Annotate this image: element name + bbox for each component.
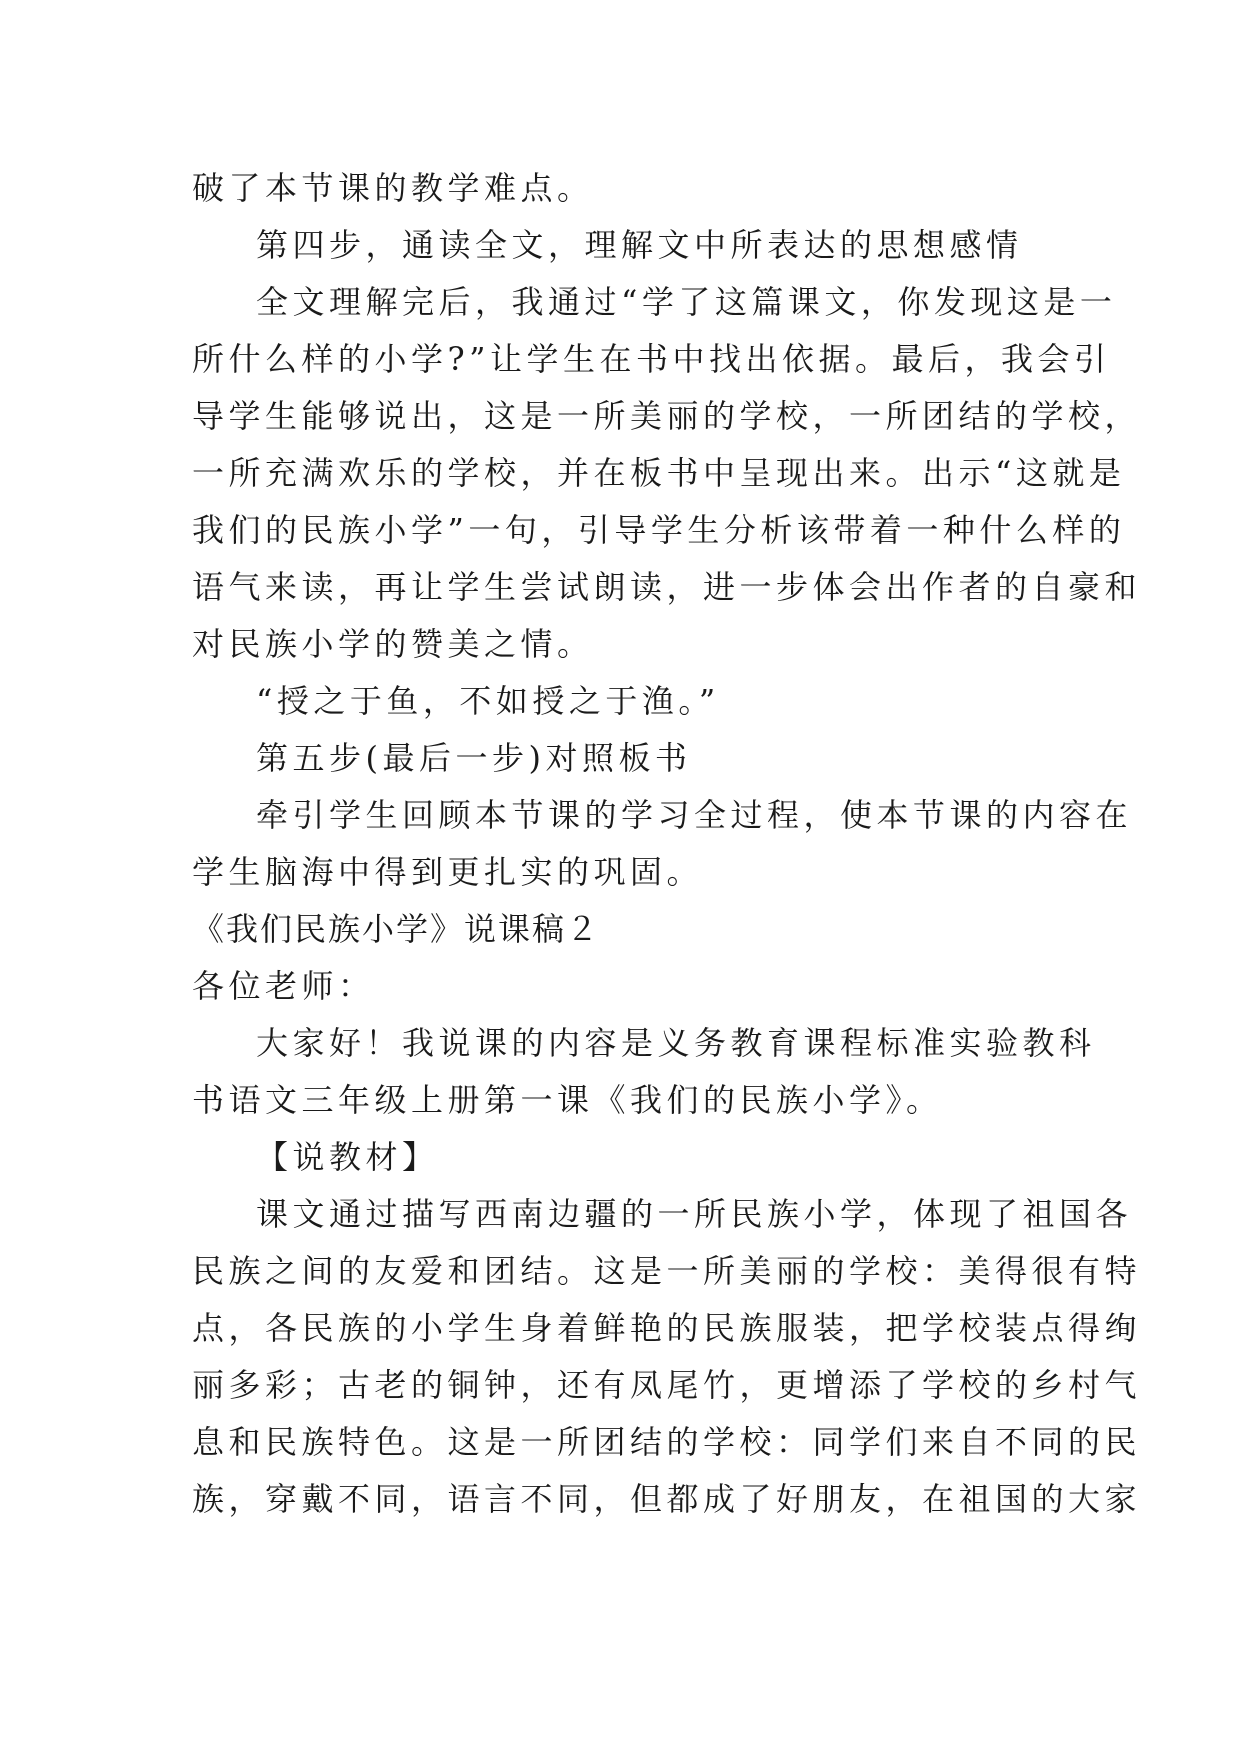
paragraph-line: 学生脑海中得到更扎实的巩固。 [192,853,704,891]
paragraph-line: 牵引学生回顾本节课的学习全过程，使本节课的内容在 [256,796,1133,834]
paragraph-line: 语气来读，再让学生尝试朗读，进一步体会出作者的自豪和 [192,568,1142,606]
paragraph-line: 民族之间的友爱和团结。这是一所美丽的学校：美得很有特 [192,1252,1142,1290]
paragraph-line: 我们的民族小学”一句，引导学生分析该带着一种什么样的 [192,511,1126,549]
paragraph-line: 导学生能够说出，这是一所美丽的学校，一所团结的学校， [192,397,1142,435]
paragraph-line: 一所充满欢乐的学校，并在板书中呈现出来。出示“这就是 [192,454,1126,492]
paragraph-line: 所什么样的小学?”让学生在书中找出依据。最后，我会引 [192,340,1111,378]
step-heading: 第五步(最后一步)对照板书 [256,739,692,777]
step-heading: 第四步，通读全文，理解文中所表达的思想感情 [256,226,1023,264]
document-body [192,160,1142,1528]
subsection-heading: 【说教材】 [256,1138,439,1176]
paragraph-line: 息和民族特色。这是一所团结的学校：同学们来自不同的民 [192,1423,1142,1461]
section-title: 《我们民族小学》说课稿２ [192,910,601,948]
salutation: 各位老师： [192,967,375,1005]
paragraph-line: 对民族小学的赞美之情。 [192,625,594,663]
paragraph-line: 全文理解完后，我通过“学了这篇课文，你发现这是一 [256,283,1117,321]
paragraph-line: 课文通过描写西南边疆的一所民族小学，体现了祖国各 [256,1195,1133,1233]
paragraph-line: 大家好！我说课的内容是义务教育课程标准实验教科 [256,1024,1096,1062]
paragraph-line: 点，各民族的小学生身着鲜艳的民族服装，把学校装点得绚 [192,1309,1142,1347]
paragraph-line: 族，穿戴不同，语言不同，但都成了好朋友，在祖国的大家 [192,1480,1142,1518]
paragraph-line: 破了本节课的教学难点。 [192,169,594,207]
paragraph-line: 丽多彩；古老的铜钟，还有凤尾竹，更增添了学校的乡村气 [192,1366,1142,1404]
paragraph-line: 书语文三年级上册第一课《我们的民族小学》。 [192,1081,943,1119]
quote-line: “授之于鱼，不如授之于渔。” [256,682,720,720]
